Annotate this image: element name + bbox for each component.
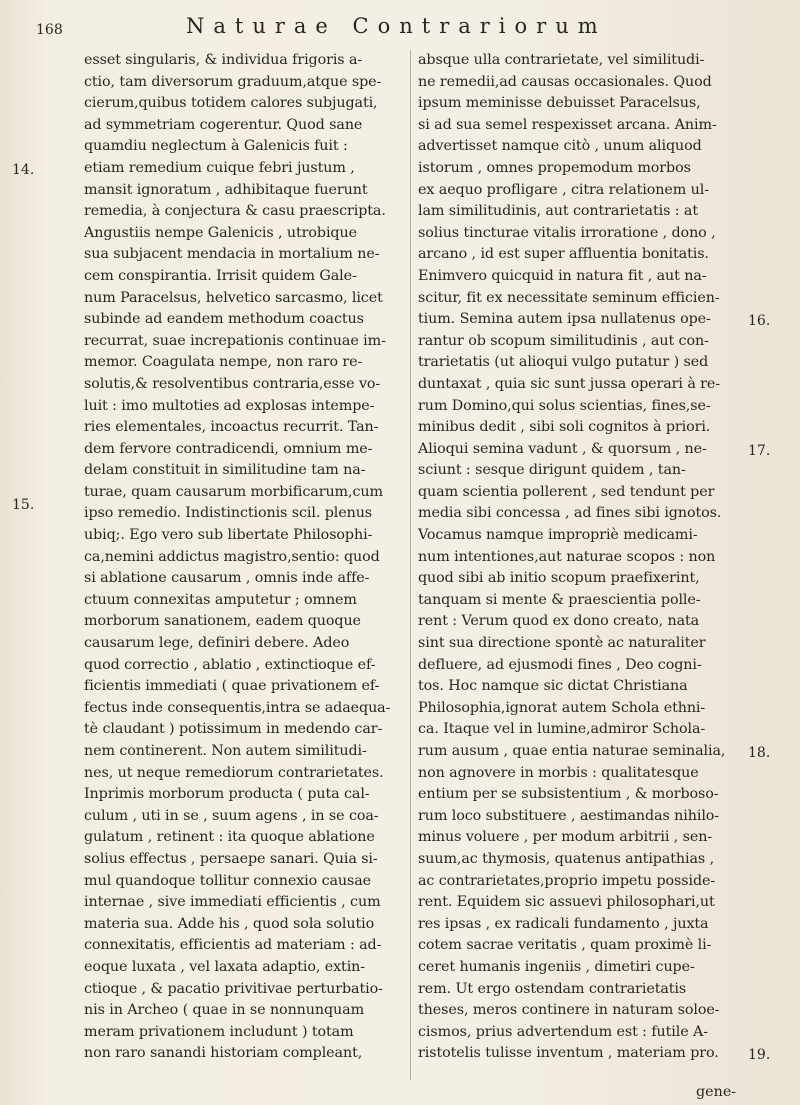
text-line: sint sua directione spontè ac naturaliter [418, 635, 706, 652]
text-line: media sibi concessa , ad fines sibi ignotos. [418, 505, 722, 522]
text-line: rum Domino,qui solus scientias, fines,se- [418, 397, 711, 414]
margin-number-19: 19. [748, 1047, 771, 1063]
text-line: subinde ad eandem methodum coactus [84, 311, 364, 328]
text-line: rantur ob scopum similitudinis , aut con- [418, 332, 709, 349]
text-line: gulatum , retinent : ita quoque ablatione [84, 829, 375, 846]
catchword: gene- [696, 1084, 737, 1100]
text-line: Alioqui semina vadunt , & quorsum , ne- [418, 440, 707, 457]
text-line: remedia, à conjectura & casu praescripta. [84, 203, 386, 220]
text-line: num Paracelsus, helvetico sarcasmo, licet [84, 289, 383, 306]
text-line: si ablatione causarum , omnis inde affe- [84, 570, 370, 587]
text-line: minus voluere , per modum arbitrii , sen- [418, 829, 713, 846]
text-line: Vocamus namque impropriè medicami- [418, 527, 698, 544]
margin-number-16: 16. [748, 313, 771, 329]
text-line: cotem sacrae veritatis , quam proximè li- [418, 937, 712, 954]
text-line: non agnovere in morbis : qualitatesque [418, 764, 699, 781]
text-line: quam scientia pollerent , sed tendunt per [418, 483, 715, 500]
text-line: luit : imo multoties ad explosas intempe- [84, 397, 375, 414]
text-line: ex aequo profligare , citra relationem ul- [418, 181, 709, 198]
text-line: memor. Coagulata nempe, non raro re- [84, 354, 363, 371]
text-line: ctuum connexitas amputetur ; omnem [84, 591, 357, 608]
text-line: recurrat, suae increpationis continuae im- [84, 332, 386, 349]
text-line: cierum,quibus totidem calores subjugati, [84, 95, 378, 112]
text-line: culum , uti in se , suum agens , in se coa- [84, 807, 379, 824]
text-line: etiam remedium cuique febri justum , [84, 159, 355, 176]
text-line: eoque luxata , vel laxata adaptio, extin- [84, 958, 366, 975]
text-line: cem conspirantia. Irrisit quidem Gale- [84, 267, 357, 284]
text-line: ca,nemini addictus magistro,sentio: quod [84, 548, 380, 565]
left-column [84, 50, 404, 1065]
text-line: arcano , id est super affluentia bonitatis. [418, 246, 709, 263]
text-line: tè claudant ) potissimum in medendo car- [84, 721, 383, 738]
text-line: ries elementales, incoactus recurrit. Tan- [84, 419, 379, 436]
text-line: ubiq;. Ego vero sub libertate Philosophi- [84, 527, 373, 544]
text-line: lam similitudinis, aut contrarietatis : at [418, 203, 698, 220]
text-line: rent : Verum quod ex dono creato, nata [418, 613, 700, 630]
text-line: entium per se subsistentium , & morboso- [418, 786, 719, 803]
text-line: Philosophia,ignorat autem Schola ethni- [418, 699, 706, 716]
text-line: quod sibi ab initio scopum praefixerint, [418, 570, 700, 587]
text-line: nes, ut neque remediorum contrarietates. [84, 764, 384, 781]
text-line: rum ausum , quae entia naturae seminalia, [418, 743, 726, 759]
text-line: ipsum meminisse debuisset Paracelsus, [418, 95, 701, 112]
text-line: si ad sua semel respexisset arcana. Anim- [418, 116, 717, 133]
margin-number-14: 14. [12, 162, 35, 178]
text-line: ipso remedio. Indistinctionis scil. plenus [84, 505, 373, 522]
text-line: defluere, ad ejusmodi fines , Deo cogni- [418, 656, 702, 673]
text-line: absque ulla contrarietate, vel similitudi- [418, 52, 705, 68]
margin-number-18: 18. [748, 745, 771, 761]
text-line: mansit ignoratum , adhibitaque fuerunt [84, 181, 368, 198]
text-line: num intentiones,aut naturae scopos : non [418, 548, 716, 565]
text-line: Inprimis morborum producta ( puta cal- [84, 786, 370, 803]
text-line: minibus dedit , sibi soli cognitos à priori. [418, 419, 711, 436]
text-line: duntaxat , quia sic sunt jussa operari à re- [418, 375, 721, 392]
text-line: sua subjacent mendacia in mortalium ne- [84, 246, 380, 263]
text-line: morborum sanationem, eadem quoque [84, 613, 361, 630]
text-line: ad symmetriam cogerentur. Quod sane [84, 116, 363, 133]
text-line: solius effectus , persaepe sanari. Quia si- [84, 850, 378, 867]
text-line: ctio, tam diversorum graduum,atque spe- [84, 73, 382, 90]
text-line: res ipsas , ex radicali fundamento , juxta [418, 915, 709, 932]
text-line: mul quandoque tollitur connexio causae [84, 872, 372, 889]
text-line: ca. Itaque vel in lumine,admiror Schola- [418, 721, 706, 738]
text-line: meram privationem includunt ) totam [84, 1023, 354, 1040]
page-header [36, 14, 776, 44]
text-line: Angustiis nempe Galenicis , utrobique [84, 224, 357, 241]
right-column [418, 50, 740, 1065]
running-title: Naturae Contrariorum [186, 14, 607, 38]
text-line: tos. Hoc namque sic dictat Christiana [418, 678, 688, 695]
text-line: sciunt : sesque dirigunt quidem , tan- [418, 462, 686, 479]
text-line: esset singularis, & individua frigoris a- [84, 52, 363, 68]
column-divider [410, 50, 411, 1080]
page-number: 168 [36, 22, 63, 38]
text-line: dem fervore contradicendi, omnium me- [84, 440, 373, 457]
text-line: rem. Ut ergo ostendam contrarietatis [418, 980, 687, 997]
text-line: connexitatis, efficientis ad materiam : ad- [84, 937, 382, 954]
text-line: rent. Equidem sic assuevi philosophari,ut [418, 894, 715, 911]
margin-number-17: 17. [748, 443, 771, 459]
text-line: materia sua. Adde his , quod sola solutio [84, 915, 375, 932]
text-line: delam constituit in similitudine tam na- [84, 462, 366, 479]
text-line: tium. Semina autem ipsa nullatenus ope- [418, 311, 711, 328]
text-line: scitur, fit ex necessitate seminum efficien- [418, 289, 720, 306]
text-line: tanquam si mente & praescientia polle- [418, 591, 701, 608]
text-line: theses, meros continere in naturam soloe- [418, 1002, 720, 1019]
text-line: advertisset namque citò , unum aliquod [418, 138, 702, 155]
text-line: quamdiu neglectum à Galenicis fuit : [84, 138, 348, 155]
text-line: nis in Archeo ( quae in se nonnunquam [84, 1002, 365, 1019]
margin-number-15: 15. [12, 497, 35, 513]
text-line: fectus inde consequentis,intra se adaequa- [84, 699, 391, 716]
text-line: ne remedii,ad causas occasionales. Quod [418, 73, 712, 90]
text-line: solius tincturae vitalis irroratione , dono , [418, 224, 716, 241]
text-line: suum,ac thymosis, quatenus antipathias , [418, 850, 715, 867]
text-line: non raro sanandi historiam compleant, [84, 1045, 363, 1062]
text-line: Enimvero quicquid in natura fit , aut na- [418, 267, 707, 284]
text-line: causarum lege, definiri debere. Adeo [84, 635, 350, 652]
text-line: quod correctio , ablatio , extinctioque ef- [84, 656, 376, 673]
text-line: turae, quam causarum morbificarum,cum [84, 483, 383, 500]
text-line: nem continerent. Non autem similitudi- [84, 743, 367, 759]
text-line: ficientis immediati ( quae privationem ef- [84, 678, 380, 695]
text-line: ristotelis tulisse inventum , materiam pro. [418, 1045, 719, 1062]
text-line: ac contrarietates,proprio impetu posside- [418, 872, 716, 889]
text-line: solutis,& resolventibus contraria,esse vo- [84, 375, 381, 392]
text-line: cismos, prius advertendum est : futile A- [418, 1023, 708, 1040]
text-line: rum loco substituere , aestimandas nihilo- [418, 807, 720, 824]
text-line: istorum , omnes propemodum morbos [418, 159, 691, 176]
text-line: ctioque , & pacatio privitivae perturbatio- [84, 980, 383, 997]
text-line: ceret humanis ingeniis , dimetiri cupe- [418, 958, 695, 975]
text-line: internae , sive immediati efficientis , cum [84, 894, 381, 911]
text-line: trarietatis (ut alioqui vulgo putatur ) sed [418, 354, 709, 371]
